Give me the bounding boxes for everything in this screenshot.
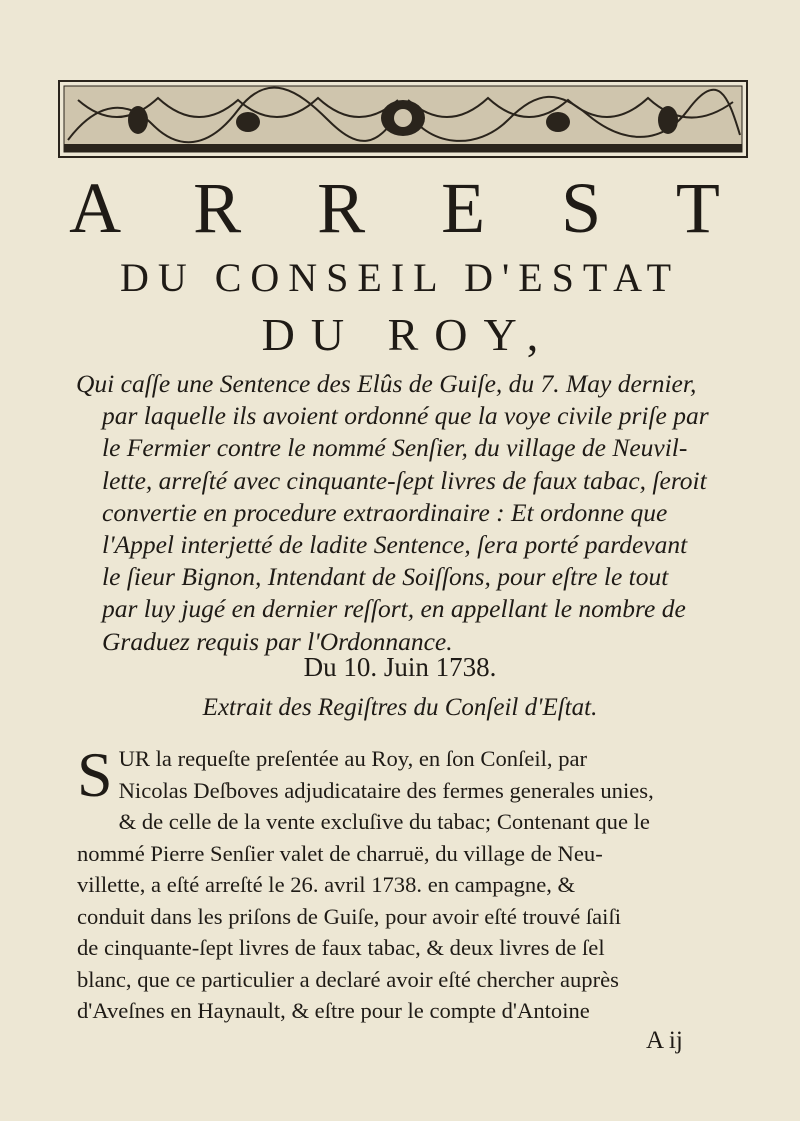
decree-date: Du 10. Juin 1738.	[303, 652, 497, 682]
page-subtitle-roy: DU ROY,	[261, 309, 555, 360]
body-line: nommé Pierre Senſier valet de charruë, du village de Neu-	[77, 840, 603, 866]
body-line: & de celle de la vente excluſive du tabac; Contenant que le	[118, 809, 650, 834]
summary-line: le Fermier contre le nommé Senſier, du village de Neuvil-	[102, 433, 688, 463]
body-line: conduit dans les priſons de Guiſe, pour avoir eſté trouvé ſaiſi	[77, 903, 622, 929]
body-line: UR la requeſte preſentée au Roy, en ſon Conſeil, par	[118, 746, 588, 771]
summary-line: convertie en procedure extraordinaire : Et ordonne que	[102, 497, 668, 527]
summary-line: l'Appel interjetté de ladite Sentence, ſera porté pardevant	[102, 530, 688, 560]
body-line: de cinquante-ſept livres de faux tabac, & deux livres de ſel	[77, 935, 605, 960]
summary-paragraph	[76, 368, 724, 658]
page-title: A R R E S T	[69, 168, 749, 248]
body-line: d'Aveſnes en Haynault, & eſtre pour le compte d'Antoine	[77, 998, 590, 1023]
summary-line: Qui caſſe une Sentence des Elûs de Guiſe, du 7. May dernier,	[76, 369, 697, 398]
summary-line: par luy jugé en dernier reſſort, en appellant le nombre de	[102, 594, 686, 624]
drop-cap-letter: S	[77, 739, 113, 810]
summary-line: le ſieur Bignon, Intendant de Soiſſons, pour eſtre le tout	[102, 562, 669, 592]
summary-line: par laquelle ils avoient ordonné que la voye civile priſe par	[102, 401, 709, 431]
body-paragraph	[77, 739, 727, 1027]
page-subtitle: DU CONSEIL D'ESTAT	[119, 255, 681, 300]
body-line: villette, a eſté arreſté le 26. avril 1738. en campagne, &	[77, 872, 576, 897]
body-line: blanc, que ce particulier a declaré avoir eſté chercher auprès	[77, 966, 619, 992]
summary-line: Graduez requis par l'Ordonnance.	[102, 626, 453, 656]
summary-line: lette, arreſté avec cinquante-ſept livres de faux tabac, ſeroit	[102, 465, 707, 495]
extract-heading: Extrait des Regiſtres du Conſeil d'Eſtat.	[202, 694, 598, 721]
ornament-headpiece-icon	[58, 80, 748, 158]
signature-mark: A ij	[646, 1027, 683, 1054]
body-line: Nicolas Deſboves adjudicataire des fermes generales unies,	[118, 777, 654, 803]
